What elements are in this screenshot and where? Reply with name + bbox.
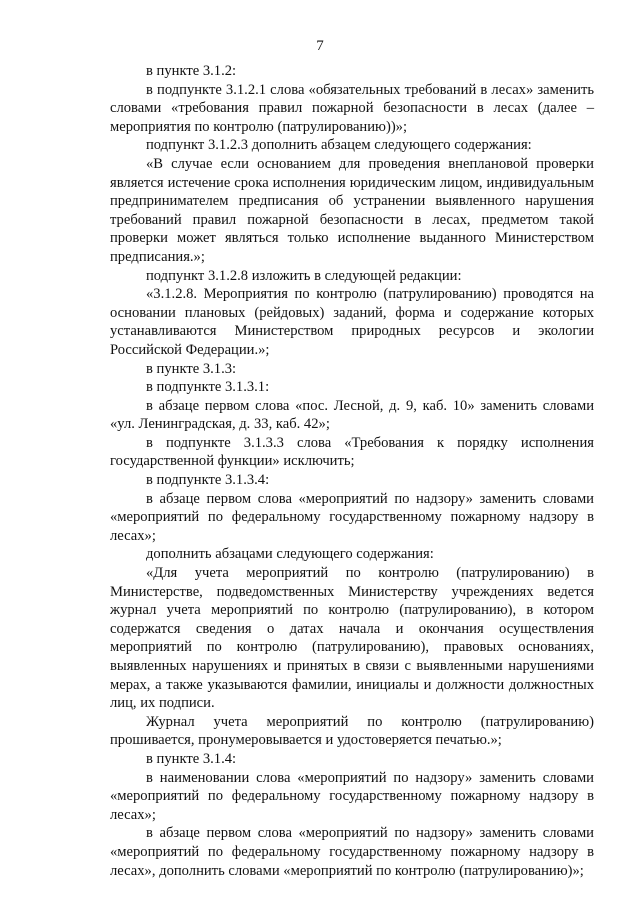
paragraph: в пункте 3.1.4: — [146, 750, 237, 767]
paragraph: «В случае если основанием для проведения внеплановой проверки является истечение срока исполнения юридическим лицом, индивидуальным предпринимателем предписания об устранении выявленного нарушения требований правил пожарной безопасности в лесах, предметом такой проверки может являться только исполнение выданного Министерством предписания.»; — [110, 155, 594, 265]
paragraph: подпункт 3.1.2.8 изложить в следующей редакции: — [146, 267, 462, 284]
paragraph: «3.1.2.8. Мероприятия по контролю (патрулированию) проводятся на основании плановых (рейдовых) заданий, форма и содержание которых устанавливаются Министерством природных ресурсов и экологии Российской Федерации.»; — [110, 286, 594, 358]
paragraph: дополнить абзацами следующего содержания: — [146, 546, 434, 563]
page-number: 7 — [316, 38, 324, 54]
paragraph: в пункте 3.1.2: — [146, 63, 237, 79]
paragraph: в абзаце первом слова «мероприятий по надзору» заменить словами «мероприятий по федеральному государственному пожарному надзору в лесах», дополнить словами «мероприятий по контролю (патрулированию)»; — [110, 825, 594, 879]
paragraph: в пункте 3.1.3: — [146, 360, 237, 377]
paragraph: «Для учета мероприятий по контролю (патрулированию) в Министерстве, подведомственных Министерству учреждениях ведется журнал учета мероприятий по контролю (патрулированию), в котором содержатся сведения о датах начала и окончания осуществления мероприятий по контролю (патрулированию), правовых основаниях, выявленных нарушениях и принятых в связи с выявленными нарушениями мерах, а также указываются фамилии, инициалы и должности должностных лиц, их подписи. — [110, 565, 594, 712]
paragraph: Журнал учета мероприятий по контролю (патрулированию) прошивается, пронумеровывается и удостоверяется печатью.»; — [110, 713, 594, 749]
paragraph: в подпункте 3.1.3.1: — [146, 379, 270, 396]
paragraph: в абзаце первом слова «мероприятий по надзору» заменить словами «мероприятий по федеральному государственному пожарному надзору в лесах»; — [110, 490, 594, 544]
paragraph: в подпункте 3.1.2.1 слова «обязательных требований в лесах» заменить словами «требования правил пожарной безопасности в лесах (далее – мероприятия по контролю (патрулированию))»; — [110, 81, 594, 135]
document-body — [110, 62, 594, 880]
paragraph: в наименовании слова «мероприятий по надзору» заменить словами «мероприятий по федеральному государственному пожарному надзору в лесах»; — [110, 769, 594, 823]
paragraph: в подпункте 3.1.3.4: — [146, 472, 270, 489]
paragraph: в подпункте 3.1.3.3 слова «Требования к порядку исполнения государственной функции» исключить; — [110, 434, 594, 470]
paragraph: подпункт 3.1.2.3 дополнить абзацем следующего содержания: — [146, 137, 532, 154]
paragraph: в абзаце первом слова «пос. Лесной, д. 9, каб. 10» заменить словами «ул. Ленинградская, д. 33, каб. 42»; — [110, 397, 594, 433]
